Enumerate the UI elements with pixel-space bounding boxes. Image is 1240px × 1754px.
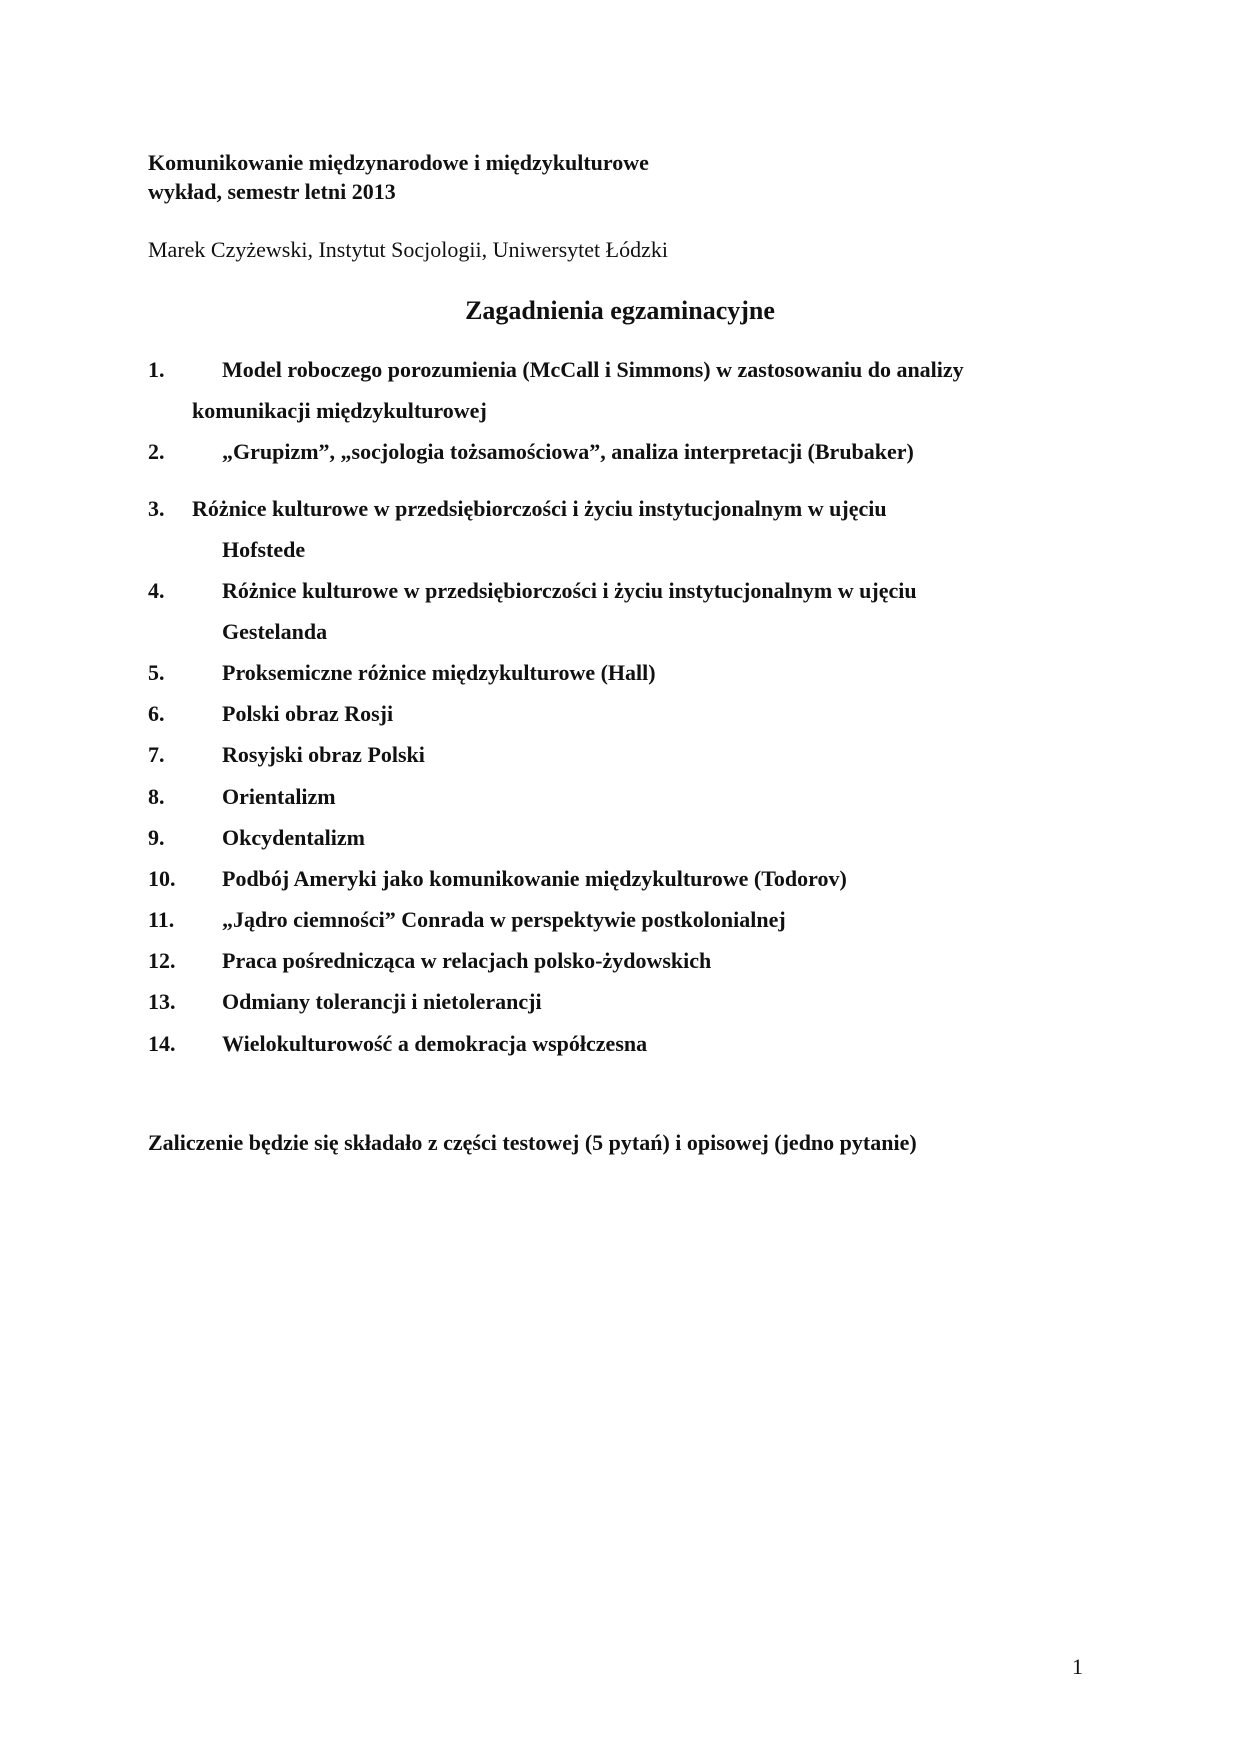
item-text: Różnice kulturowe w przedsiębiorczości i życiu instytucjonalnym w ujęciu [222,578,917,603]
page-number: 1 [1072,1654,1083,1679]
item-text: Rosyjski obraz Polski [222,742,425,767]
item-text: Odmiany tolerancji i nietolerancji [222,989,542,1014]
item-number: 2. [148,439,165,464]
item-number: 14. [148,1031,176,1056]
item-number: 8. [148,784,165,809]
item-text: Okcydentalizm [222,825,365,850]
item-number: 3. [148,496,165,521]
item-number: 7. [148,742,165,767]
item-text: Praca pośrednicząca w relacjach polsko-żydowskich [222,948,712,973]
author-line: Marek Czyżewski, Instytut Socjologii, Uniwersytet Łódzki [148,237,668,262]
item-text-continued: Gestelanda [222,619,328,644]
exam-note: Zaliczenie będzie się składało z części testowej (5 pytań) i opisowej (jedno pytanie) [148,1130,917,1155]
item-text: Model roboczego porozumienia (McCall i Simmons) w zastosowaniu do analizy [222,357,964,382]
item-number: 5. [148,660,165,685]
item-number: 6. [148,701,165,726]
item-number: 9. [148,825,165,850]
item-text: Polski obraz Rosji [222,701,394,726]
item-text: Podbój Ameryki jako komunikowanie międzykulturowe (Todorov) [222,866,847,891]
item-number: 1. [148,357,165,382]
item-number: 11. [148,907,175,932]
item-text-continued: komunikacji międzykulturowej [192,398,487,423]
item-text: Orientalizm [222,784,336,809]
item-number: 10. [148,866,176,891]
item-text: Wielokulturowość a demokracja współczesna [222,1031,648,1056]
item-number: 13. [148,989,176,1014]
item-text: „Grupizm”, „socjologia tożsamościowa”, analiza interpretacji (Brubaker) [222,439,914,464]
item-text-continued: Hofstede [222,537,306,562]
item-text: „Jądro ciemności” Conrada w perspektywie postkolonialnej [222,907,786,932]
item-text: Proksemiczne różnice międzykulturowe (Hall) [222,660,656,685]
item-number: 12. [148,948,176,973]
course-title: Komunikowanie międzynarodowe i międzykulturowe [148,150,649,175]
page-title: Zagadnienia egzaminacyjne [465,296,775,325]
item-number: 4. [148,578,165,603]
item-text: Różnice kulturowe w przedsiębiorczości i życiu instytucjonalnym w ujęciu [192,496,887,521]
course-subtitle: wykład, semestr letni 2013 [148,179,396,204]
